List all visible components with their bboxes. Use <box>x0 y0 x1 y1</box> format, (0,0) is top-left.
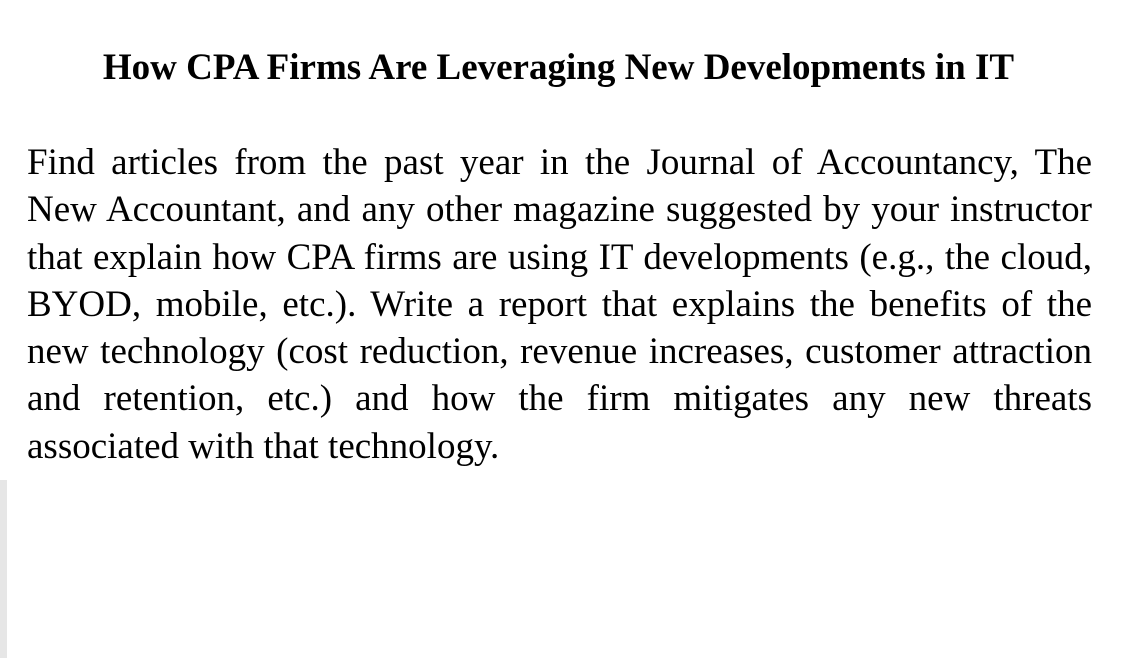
document-body-paragraph: Find articles from the past year in the Journal of Accountancy, The New Accountant, and any other magazine suggested by your instructor that explain how CPA firms are using IT developments (e.g., the cloud, BYOD, mobile, etc.). Write a report that explains the benefits of the new technology (cost reduction, revenue increases, customer attraction and retention, etc.) and how the firm mitigates any new threats associated with that technology. <box>27 142 1092 467</box>
scrollbar-edge[interactable] <box>0 480 7 658</box>
document-title: How CPA Firms Are Leveraging New Developments in IT <box>102 47 1015 88</box>
